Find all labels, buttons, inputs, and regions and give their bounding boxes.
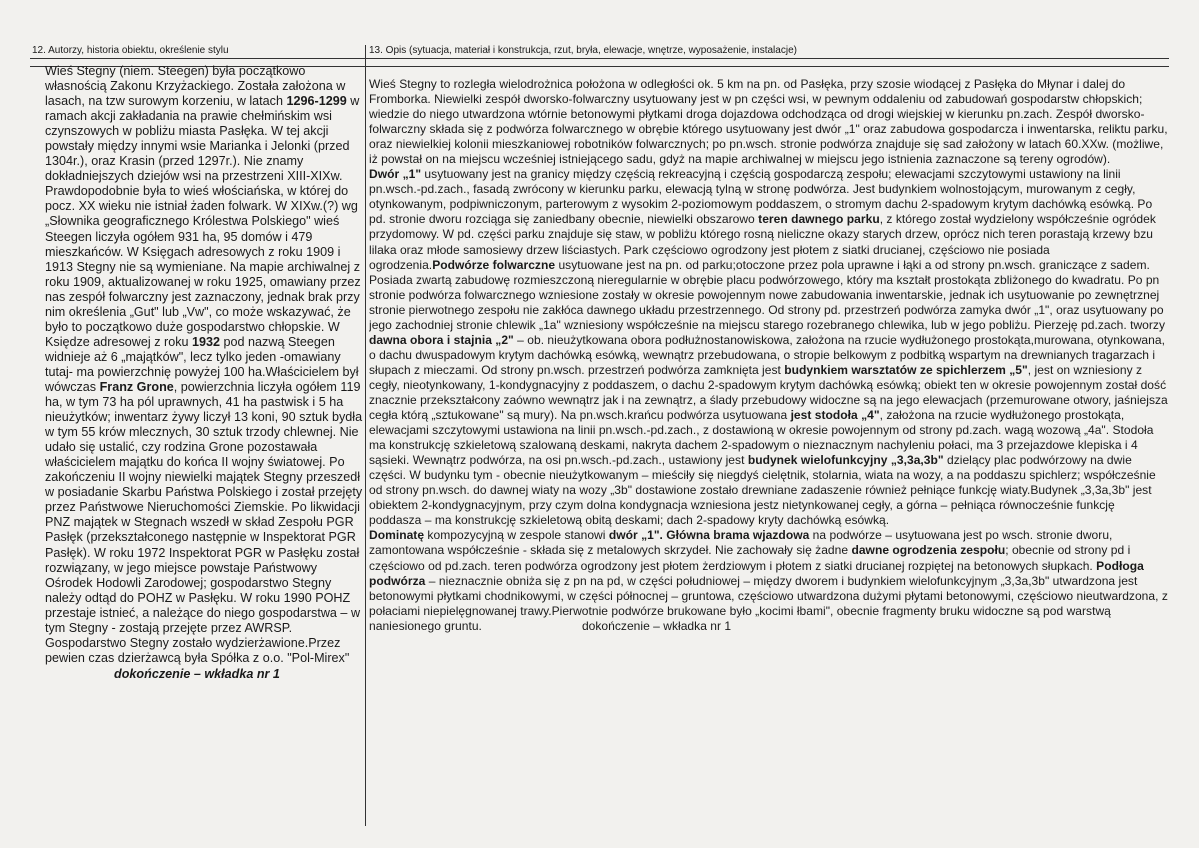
term-yard-surface: Podłoga podwórza (369, 558, 1144, 588)
description-continuation-note: dokończenie – wkładka nr 1 (581, 618, 732, 633)
right-column-header: 13. Opis (sytuacja, materiał i konstrukcja, rzut, bryła, elewacje, wnętrze, wyposażenie, instalacje) (369, 45, 797, 56)
term-dominant: Dominatę (369, 528, 425, 543)
history-continuation-note: dokończenie – wkładka nr 1 (114, 666, 280, 681)
term-farmyard: Podwórze folwarczne (432, 257, 556, 272)
description-text-part: usytuowane jest na pn. od parku;otoczone przez pola uprawne i łąki a od strony pn.wsch. graniczące z sadem. Posiada zwartą zabudowę rozmieszczoną nieregularnie w obrębie placu podwórzowego, który ma kształt prostokąta zbliżonego do kwadratu. Po pn stronie podwórza folwarcznego wzniesione zostały w okresie powojennym nowe zabudowania inwentarskie, jednak ich usytuowanie po zewnętrznej stronie pierwotnego zespołu nie zakłóca dawnego układu przestrzennego. Od strony pd. przestrzeń podwórza zamyka dwór „1", oraz usytuowany po jego zachodniej stronie chlewik „1a" wzniesiony współcześnie na miejscu starego rozebranego chlewika, lub w jego pobliżu. Pierzeję pd.zach. tworzy (369, 257, 1166, 332)
description-body-2 (369, 528, 1169, 633)
history-text-part: w ramach akcji zakładania na prawie chełmińskim wsi czynszowych w pobliżu miasta Pasłęka. W tej akcji powstały między innymi wsie Marianka i Jelonki (przed 1304r.), oraz Krasin (przed 1297r.). Nie znamy dokładniejszych dziejów wsi na przestrzeni XIII-XIXw. Prawdopodobnie była to wieś włościańska, w której do pocz. XX wieku nie istniał żaden folwark. W XIXw.(?) wg „Słownika geograficznego Królestwa Polskiego" wieś Steegen liczyła ogółem 931 ha, 95 domów i 479 mieszkańców. W Księgach adresowych z roku 1909 i 1913 Stegny nie są wymieniane. Na mapie archiwalnej z roku 1909, aktualizowanej w roku 1925, omawiany przez nas zespół folwarczny jest zaznaczony, jednak brak przy nim określenia „Gut" lub „Vw", co może wskazywać, że było to początkowo duże gospodarstwo chłopskie. W Księdze adresowej z roku (45, 94, 361, 349)
header-top-rule (30, 58, 1169, 59)
history-column (31, 64, 363, 844)
description-text-part: , z którego został wydzielony współcześnie ogródek przydomowy. W pd. części parku znajduje się staw, w pobliżu którego rosną nieliczne okazy starych drzew, oprócz nich teren porastają krzewy bzu lilaka oraz młode samosiewy drzew liściastych. Park częściowo ogrodzony jest płotem z siatki drucianej, częściowo nie posiada ogrodzenia. (369, 212, 1156, 272)
history-text-part: Wieś Stegny (niem. Steegen) była początkowo własnością Zakonu Krzyżackiego. Została założona w lasach, na tzw surowym korzeniu, w latach (45, 64, 346, 109)
history-text-part: , powierzchnia liczyła ogółem 119 ha, w tym 73 ha pól uprawnych, 41 ha pastwisk i 5 ha nieużytków; inwentarz żywy liczył 13 koni, 90 sztuk bydła w tym 55 krów mlecznych, 30 sztuk trzody chlewnej. Nie udało się ustalić, czy rodzina Grone pozostawała właścicielem majątku do końca II wojny światowej. Po zakończeniu II wojny niewielki majątek Stegny przeszedł w posiadanie Skarbu Państwa Polskiego i został przejęty przez Państwowe Nieruchomości Ziemskie. Po likwidacji PNZ majątek w Stegnach wszedł w skład Zespołu PGR Pasłęk (przekształconego następnie w Inspektorat PGR Pasłęk). W roku 1972 Inspektorat PGR w Pasłęku został rozwiązany, w jego miejsce powstaje Państwowy Ośrodek Hodowli Zarodowej; gospodarstwo Stegny należy odtąd do POHZ w Pasłęku. W roku 1990 POHZ przestaje istnieć, a należące do niego gospodarstwa – w tym Stegny - zostają przejęte przez AWRSP. Gospodarstwo Stegny zostało wydzierżawione.Przez pewien czas dzierżawcą była Spółka z o.o. "Pol-Mirex" (45, 379, 363, 665)
description-text-part: ; obecnie od strony pd i częściowo od pd.zach. teren podwórza ogrodzony jest płotem żerdziowym i płotem z siatki drucianej rozpiętej na betonowych słupkach. (369, 543, 1131, 573)
description-text-part: , jest on wzniesiony z cegły, nieotynkowany, 1-kondygnacyjny z poddaszem, o dachu 2-spadowym krytym dachówką esówką; obiekt ten w okresie powojennym został dość znacznie przekształcony zaówno wewnątrz jak i na zewnątrz, a ślady przebudowy widoczne są na jego elewacjach (przemurowane otwory, jaśniejsza cegła którą „sztukowane" są mury). Na pn.wsch.krańcu podwórza usytuowana (369, 362, 1168, 423)
history-owner-name: Franz Grone (99, 379, 174, 394)
description-text-part: usytuowany jest na granicy między częścią rekreacyjną i częścią gospodarczą zespołu; elewacjami szczytowymi ustawiony na linii pn.wsch.-pd.zach., fasadą zwrócony w kierunku parku, elewacją tylną w stronę podwórza. Jest budynkiem wolnostojącym, murowanym z cegły, otynkowanym, podpiwniczonym, parterowym z wysokim 2-poziomowym poddaszem, o stromym dachu 2-spadowym krytym dachówką esówką. Po pd. stronie dworu rozciąga się zaniedbany obecnie, niewielki obszarowo (369, 167, 1153, 227)
description-text-part: kompozycyjną w zespole stanowi (424, 528, 609, 543)
term-barn: jest stodoła „4" (790, 408, 880, 423)
history-text (31, 64, 363, 666)
description-text-part: – nieznacznie obniża się z pn na pd, w części południowej – między dworem i budynkiem wielofunkcyjnym „3,3a,3b" utwardzona jest betonowymi płytkami chodnikowymi, w części północnej – gruntowa, częściowo utwardzona dużymi płytami betonowymi, częściowo nieutwardzona, z połaciami niepielęgnowanej trawy.Pierwotnie podwórze brukowane było „kocimi łbami", obecnie fragmenty bruku widoczne są pod warstwą naniesionego gruntu. (369, 573, 1168, 633)
history-text-part: pod nazwą Steegen widnieje aż 6 „majątków", lecz tylko jeden -omawiany tutaj- ma powierzchnię powyżej 100 ha.Właścicielem był wówczas (45, 334, 359, 394)
term-former-park: teren dawnego parku (758, 212, 880, 227)
description-body (369, 167, 1169, 528)
term-workshop-granary: budynkiem warsztatów ze spichlerzem „5" (784, 362, 1028, 377)
description-column (369, 77, 1169, 837)
term-cowshed-stable: dawna obora i stajnia „2" (369, 332, 514, 347)
column-divider (365, 45, 366, 826)
term-main-gate: dwór „1". Główna brama wjazdowa (608, 528, 810, 543)
description-text-part: dzielący plac podwórzowy na dwie części. W budynku tym - obecnie nieużytkowanym – mieściły się niegdyś cielętnik, stolarnia, wiata na wozy, a na poddaszu spichlerz; współcześnie od strony pn.wsch. do dawnej wiaty na wozy „3b" dostawione zostało drewniane zadaszenie również pełniące funkcję wiaty.Budynek „3,3a,3b" jest obiektem 2-kondygnacyjnym, przy czym dolna kondygnacja wzniesiona jestz nietynkowanej cegły, a górna – pełniąca równocześnie funkcję poddasza – ma konstrukcję szkieletową obitą deskami; dach 2-spadowy kryty dachówką esówką. (369, 453, 1156, 528)
left-column-header: 12. Autorzy, historia obiektu, określenie stylu (32, 45, 229, 56)
description-text-part: na podwórze – usytuowana jest po wsch. stronie dworu, zamontowana współcześnie - składa się z metalowych skrzydeł. Nie zachowały się żadne (369, 528, 1113, 558)
description-text-part: , założona na rzucie wydłużonego prostokąta, elewacjami szczytowymi ustawiona na linii pn.wsch.-pd.zach., z dostawioną w okresie powojennym od strony pd.zach. wagą wozową „4a". Stodoła ma konstrukcję szkieletową szalowaną deskami, nakryta dachem 2-spadowym o nieznacznym nachyleniu połaci, ma 3 przejazdowe klepiska i 4 sąsieki. Wewnątrz podwórza, na osi pn.wsch.-pd.zach., ustawiony jest (369, 408, 1154, 468)
term-old-fences: dawne ogrodzenia zespołu (851, 543, 1006, 558)
term-manor-house: Dwór „1" (369, 167, 422, 182)
term-multi-purpose-building: budynek wielofunkcyjny „3,3a,3b" (747, 453, 944, 468)
history-date-founding: 1296-1299 (286, 94, 347, 109)
description-text-part: – ob. nieużytkowana obora podłużnostanowiskowa, założona na rzucie wydłużonego prostokąta,murowana, otynkowana, o dachu dwuspadowym krytym dachówką esówką, wewnątrz przebudowana, o stropie belkowym z podbitką wspartym na drewnianych tragarzach i słupach z mieczami. Od strony pn.wsch. przestrzeń podwórza zamknięta jest (369, 332, 1165, 377)
history-year-1932: 1932 (192, 334, 221, 349)
description-intro: Wieś Stegny to rozległa wielodrożnica położona w odległości ok. 5 km na pn. od Pasłęka, przy szosie wiodącej z Pasłęka do Młynar i dalej do Fromborka. Niewielki zespół dworsko-folwarczny usytuowany jest w pn części wsi, w pewnym oddaleniu od zabudowań gospodarstw chłopskich; wiedzie do niego utwardzona wtórnie betonowymi płytkami droga dojazdowa odchodząca od drogi wiejskiej w kierunku pn.zach. Zespół dworsko-folwarczny składa się z podwórza folwarcznego w obrębie którego usytuowany jest dwór „1" oraz zabudowa gospodarcza i inwentarska, reliktu parku, oraz niewielkiej kolonii mieszkaniowej robotników folwarcznych; po pn.wsch. stronie podwórza znajduje się sad założony w latach 60.XXw. (możliwe, iż powstał on na miejscu wcześniej istniejącego sadu, gdyż na mapie archiwalnej w miejscu jego istnienia zaznaczone są tereny ogrodów). (369, 77, 1168, 167)
